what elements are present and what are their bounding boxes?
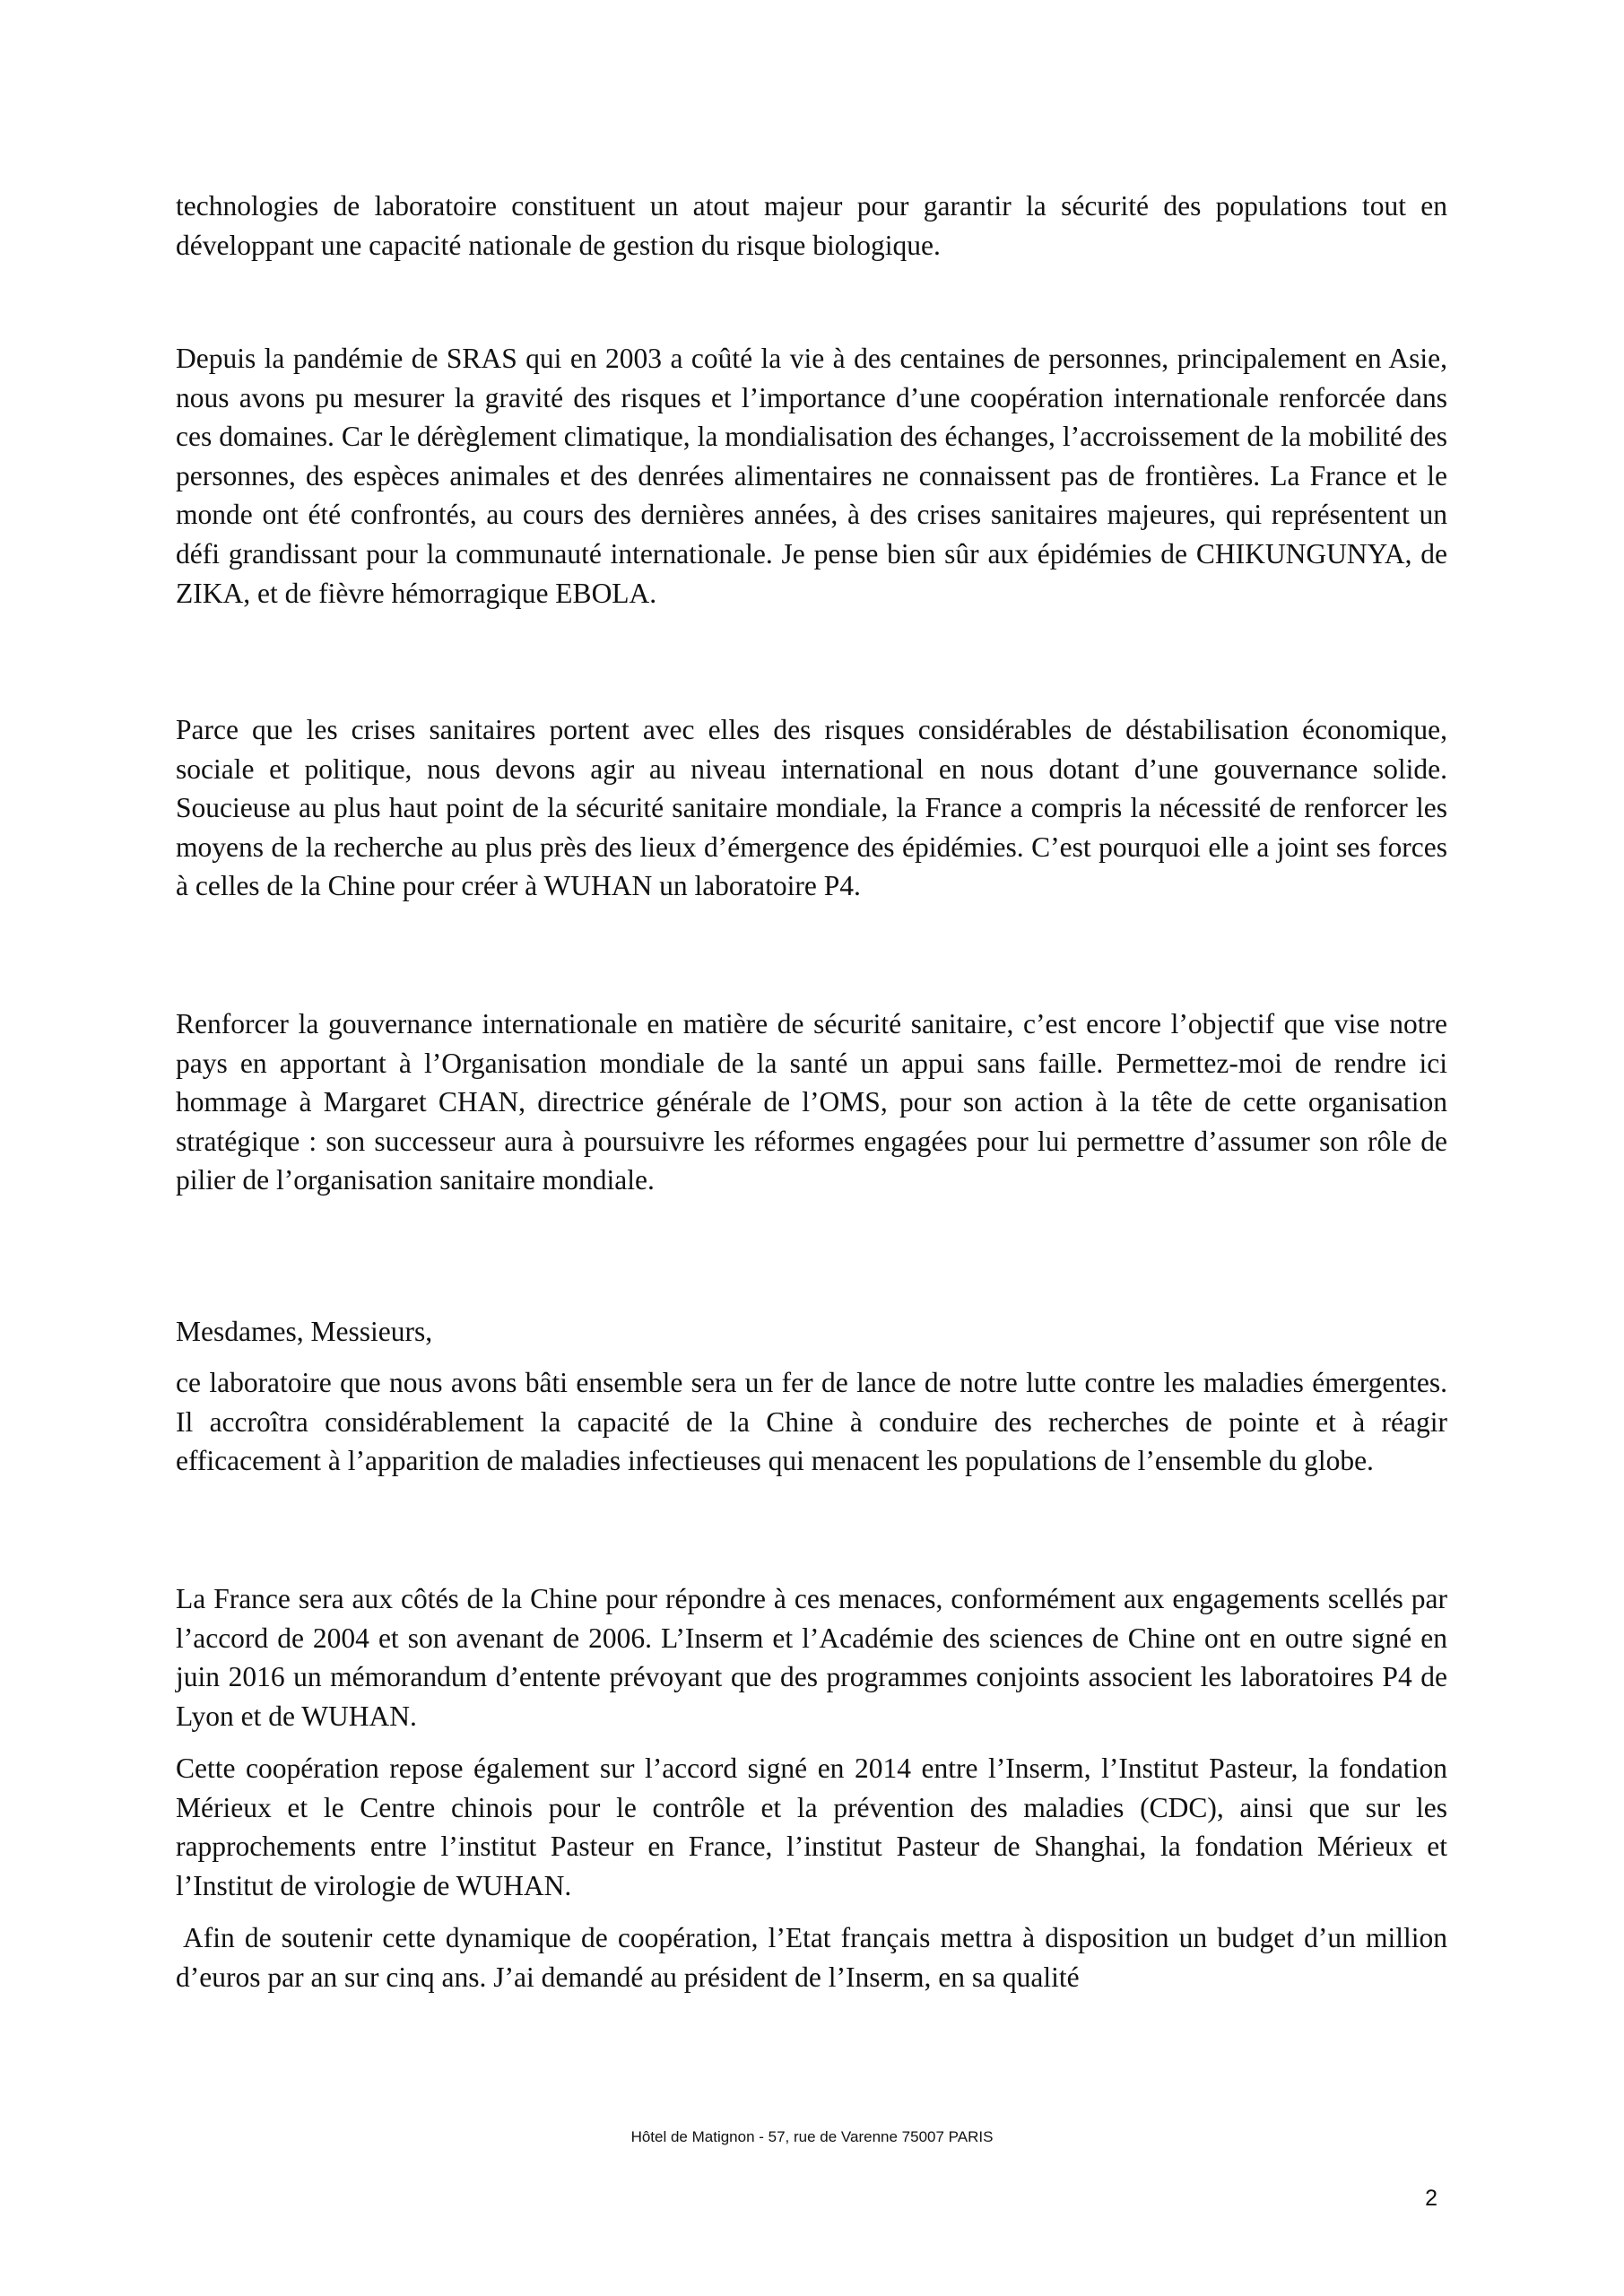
paragraph-france-china-agreement: La France sera aux côtés de la Chine pour répondre à ces menaces, conformément aux engagements scellés par l’accord de 2004 et son avenant de 2006. L’Inserm et l’Académie des sciences de Chine ont en outre signé en juin 2016 un mémorandum d’entente prévoyant que des programmes conjoints associent les laboratoires P4 de Lyon et de WUHAN. [176, 1583, 1447, 1732]
paragraph-sanitary-crises: Parce que les crises sanitaires portent avec elles des risques considérables de déstabilisation économique, sociale et politique, nous devons agir au niveau international en nous dotant d’une gouvernance solide. Soucieuse au plus haut point de la sécurité sanitaire mondiale, la France a compris la nécessité de renforcer les moyens de la recherche au plus près des lieux d’émergence des épidémies. C’est pourquoi elle a joint ses forces à celles de la Chine pour créer à WUHAN un laboratoire P4. [176, 714, 1447, 902]
paragraph-budget: Afin de soutenir cette dynamique de coopération, l’Etat français mettra à disposition un budget d’un million d’euros par an sur cinq ans. J’ai demandé au président de l’Inserm, en sa qualité [176, 1922, 1447, 1993]
paragraph-international-governance: Renforcer la gouvernance internationale en matière de sécurité sanitaire, c’est encore l’objectif que vise notre pays en apportant à l’Organisation mondiale de la santé un appui sans faille. Permettez-moi de rendre ici hommage à Margaret CHAN, directrice générale de l’OMS, pour son action à la tête de cette organisation stratégique : son successeur aura à poursuivre les réformes engagées pour lui permettre d’assumer son rôle de pilier de l’organisation sanitaire mondiale. [176, 1008, 1447, 1196]
paragraph-laboratory-technologies: technologies de laboratoire constituent un atout majeur pour garantir la sécurité des populations tout en développant une capacité nationale de gestion du risque biologique. [176, 190, 1447, 261]
paragraph-laboratory-spearhead: ce laboratoire que nous avons bâti ensemble sera un fer de lance de notre lutte contre les maladies émergentes. Il accroîtra considérablement la capacité de la Chine à conduire des recherches de pointe et à réagir efficacement à l’apparition de maladies infectieuses qui menacent les populations de l’ensemble du globe. [176, 1367, 1447, 1477]
page-number: 2 [1425, 2186, 1437, 2211]
salutation: Mesdames, Messieurs, [176, 1316, 433, 1347]
paragraph-cooperation-agreements: Cette coopération repose également sur l’accord signé en 2014 entre l’Inserm, l’Institut Pasteur, la fondation Mérieux et le Centre chinois pour le contrôle et la prévention des maladies (CDC), ainsi que sur les rapprochements entre l’institut Pasteur en France, l’institut Pasteur de Shanghai, la fondation Mérieux et l’Institut de virologie de WUHAN. [176, 1752, 1447, 1901]
paragraph-sras-pandemic: Depuis la pandémie de SRAS qui en 2003 a coûté la vie à des centaines de personnes, principalement en Asie, nous avons pu mesurer la gravité des risques et l’importance d’une coopération internationale renforcée dans ces domaines. Car le dérèglement climatique, la mondialisation des échanges, l’accroissement de la mobilité des personnes, des espèces animales et des denrées alimentaires ne connaissent pas de frontières. La France et le monde ont été confrontés, au cours des dernières années, à des crises sanitaires majeures, qui représentent un défi grandissant pour la communauté internationale. Je pense bien sûr aux épidémies de CHIKUNGUNYA, de ZIKA, et de fièvre hémorragique EBOLA. [176, 343, 1447, 609]
footer-address: Hôtel de Matignon - 57, rue de Varenne 75007 PARIS [630, 2128, 994, 2145]
